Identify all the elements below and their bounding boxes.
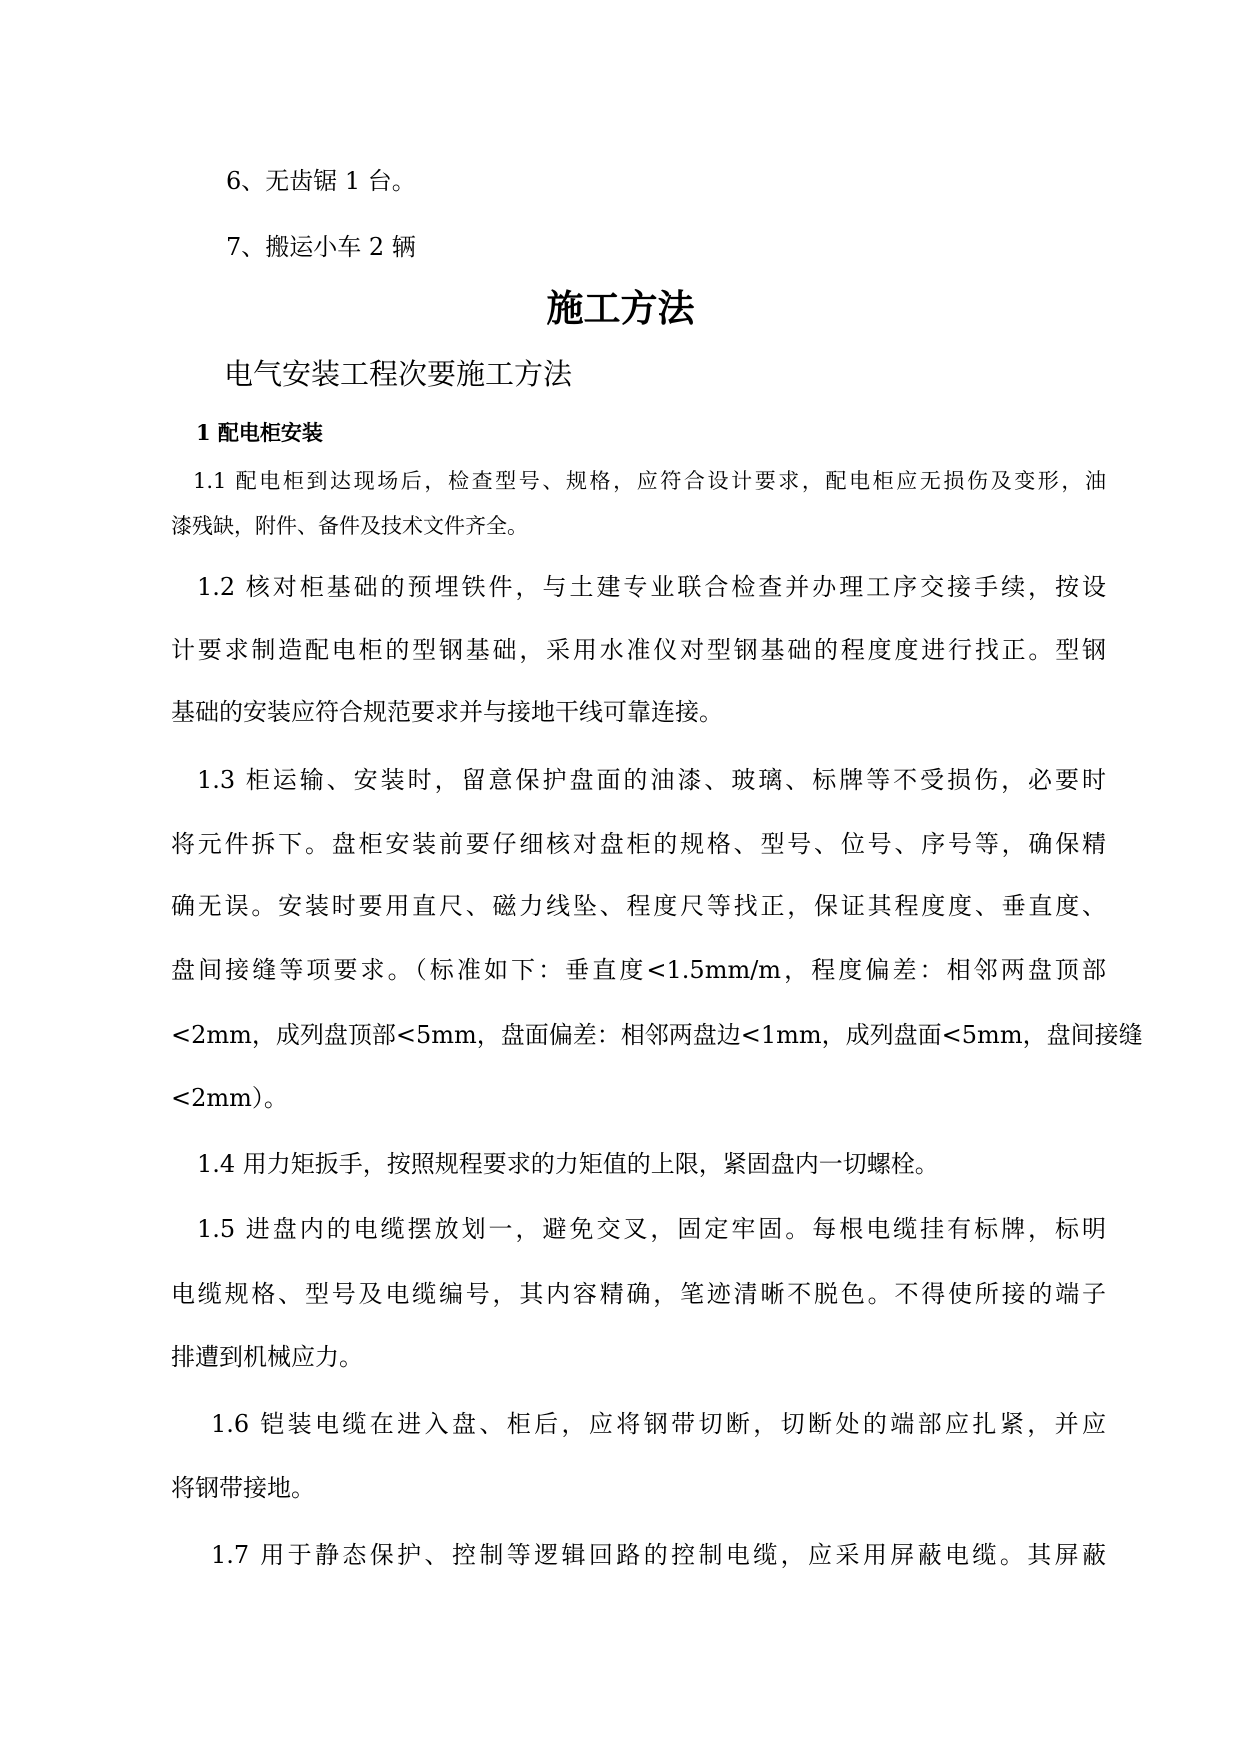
list-item: 7、搬运小车 2 辆	[226, 233, 416, 261]
paragraph-line: <2mm，成列盘顶部<5mm，盘面偏差：相邻两盘边<1mm，成列盘面<5mm，盘间接缝	[171, 1021, 1143, 1049]
paragraph-line: 将钢带接地。	[171, 1474, 315, 1502]
section-heading: 1 配电柜安装	[196, 420, 323, 445]
paragraph-line: 1.4 用力矩扳手，按照规程要求的力矩值的上限，紧固盘内一切螺栓。	[197, 1150, 939, 1178]
paragraph-line: 1.1 配电柜到达现场后，检查型号、规格，应符合设计要求，配电柜应无损伤及变形，油	[193, 469, 1106, 493]
paragraph-line: 盘间接缝等项要求。（标准如下：垂直度<1.5mm/m，程度偏差：相邻两盘顶部	[171, 956, 1106, 984]
paragraph-line: <2mm）。	[171, 1084, 288, 1112]
paragraph-line: 计要求制造配电柜的型钢基础，采用水准仪对型钢基础的程度度进行找正。型钢	[171, 636, 1106, 664]
subtitle: 电气安装工程次要施工方法	[224, 357, 573, 391]
paragraph-line: 电缆规格、型号及电缆编号，其内容精确，笔迹清晰不脱色。不得使所接的端子	[171, 1280, 1106, 1308]
paragraph-line: 1.3 柜运输、安装时，留意保护盘面的油漆、玻璃、标牌等不受损伤，必要时	[197, 766, 1106, 794]
paragraph-line: 1.6 铠装电缆在进入盘、柜后，应将钢带切断，切断处的端部应扎紧，并应	[211, 1410, 1106, 1438]
paragraph-line: 漆残缺，附件、备件及技术文件齐全。	[171, 514, 528, 538]
page-title: 施工方法	[546, 286, 695, 330]
list-item: 6、无齿锯 1 台。	[226, 167, 416, 195]
paragraph-line: 基础的安装应符合规范要求并与接地干线可靠连接。	[171, 698, 723, 726]
paragraph-line: 排遭到机械应力。	[171, 1343, 363, 1371]
paragraph-line: 确无误。安装时要用直尺、磁力线坠、程度尺等找正，保证其程度度、垂直度、	[171, 892, 1106, 920]
paragraph-line: 1.5 进盘内的电缆摆放划一，避免交叉，固定牢固。每根电缆挂有标牌，标明	[197, 1215, 1106, 1243]
paragraph-line: 将元件拆下。盘柜安装前要仔细核对盘柜的规格、型号、位号、序号等，确保精	[171, 830, 1106, 858]
paragraph-line: 1.2 核对柜基础的预埋铁件，与土建专业联合检查并办理工序交接手续，按设	[197, 573, 1106, 601]
paragraph-line: 1.7 用于静态保护、控制等逻辑回路的控制电缆，应采用屏蔽电缆。其屏蔽	[211, 1541, 1106, 1569]
